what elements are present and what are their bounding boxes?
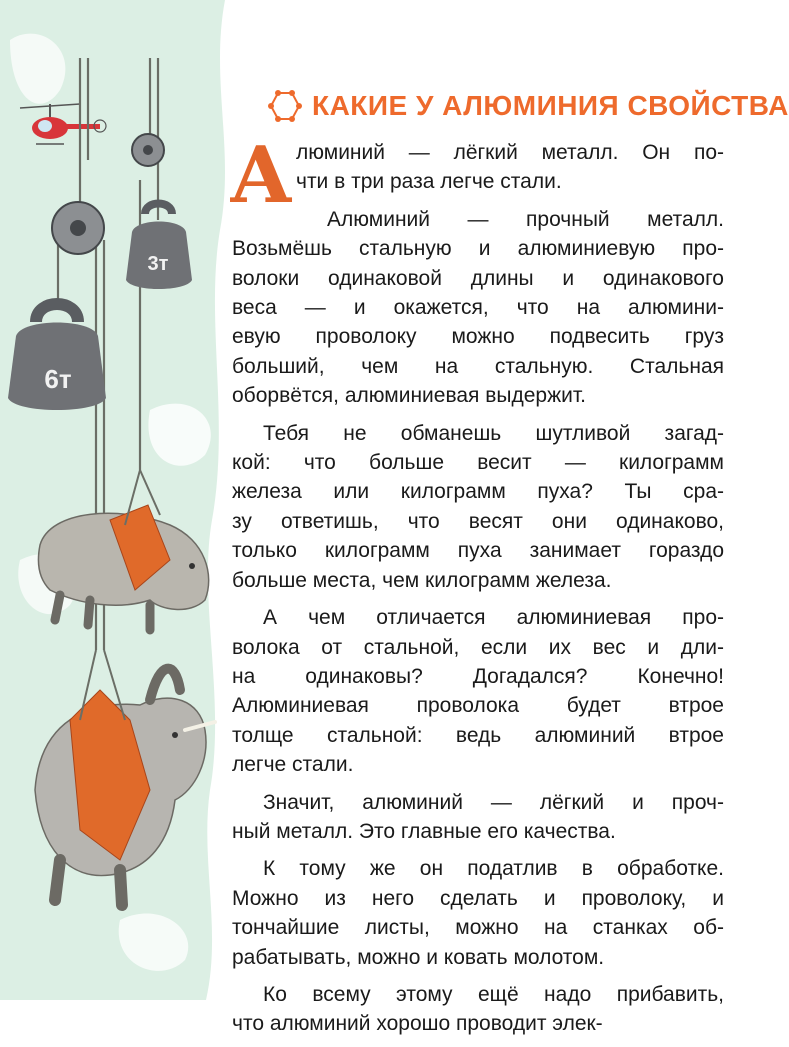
text-line: Значит, алюминий — лёгкий и проч-	[263, 790, 724, 814]
text-line: толще стальной: ведь алюминий втрое	[232, 723, 724, 747]
paragraph-p3	[232, 419, 724, 595]
paragraph-list	[232, 138, 724, 1039]
text-line: Алюминий — прочный металл.	[327, 207, 724, 231]
text-line: Можно из него сделать и проволоку, и	[232, 886, 724, 910]
text-line: Возьмёшь стальную и алюминиевую про-	[232, 237, 724, 261]
article-body	[229, 130, 724, 1047]
text-line: Ко всему этому ещё надо прибавить,	[263, 982, 724, 1006]
text-line: А чем отличается алюминиевая про-	[263, 606, 724, 630]
paragraph-p1	[232, 138, 724, 197]
pulley	[132, 134, 164, 166]
text-line: евую проволоку можно подвесить груз	[232, 325, 724, 349]
paragraph-p5	[232, 788, 724, 847]
text-line: рабатывать, можно и ковать молотом.	[232, 945, 605, 969]
text-line: люминий — лёгкий металл. Он по-	[296, 141, 724, 164]
text-line: зу ответишь, что весят они одинаково,	[232, 509, 724, 533]
paragraph-p2	[232, 205, 724, 411]
paragraph-p4	[232, 603, 724, 779]
svg-text:А: А	[229, 130, 293, 221]
drop-cap	[229, 130, 293, 221]
text-line: ный металл. Это главные его качества.	[232, 819, 616, 843]
text-line: больше места, чем килограмм железа.	[232, 568, 612, 592]
weight-small-label: 3т	[147, 253, 169, 275]
text-line: веса — и окажется, что на алюмини-	[232, 296, 724, 320]
hexagon-molecule-icon	[268, 89, 308, 123]
text-line: кой: что больше весит — килограмм	[232, 451, 724, 475]
section-heading	[268, 86, 789, 126]
paragraph-p7	[232, 980, 724, 1039]
text-line: волока от стальной, если их вес и дли-	[232, 635, 724, 659]
text-line: больший, чем на стальную. Стальная	[232, 354, 724, 378]
text-line: волоки одинаковой длины и одинакового	[232, 266, 724, 290]
text-line: Тебя не обманешь шутливой загад-	[263, 421, 724, 445]
text-line: тончайшие листы, можно на станках об-	[232, 916, 724, 940]
text-line: железа или килограмм пуха? Ты сра-	[232, 480, 724, 504]
text-line: на одинаковы? Догадался? Конечно!	[232, 664, 724, 688]
text-line: оборвётся, алюминиевая выдержит.	[232, 384, 587, 408]
text-line: Алюминиевая проволока будет втрое	[232, 694, 724, 718]
text-line: только килограмм пуха занимает гораздо	[232, 539, 724, 563]
illustration	[0, 0, 240, 1000]
paragraph-p6	[232, 854, 724, 972]
text-line: что алюминий хорошо проводит элек-	[232, 1012, 603, 1036]
text-line: легче стали.	[232, 753, 354, 777]
text-line: К тому же он податлив в обработке.	[263, 857, 724, 881]
section-title: КАКИЕ У АЛЮМИНИЯ СВОЙСТВА	[312, 90, 789, 121]
pulley	[52, 202, 104, 254]
weight-large-label: 6т	[44, 364, 72, 394]
text-line: чти в три раза легче стали.	[296, 170, 562, 194]
